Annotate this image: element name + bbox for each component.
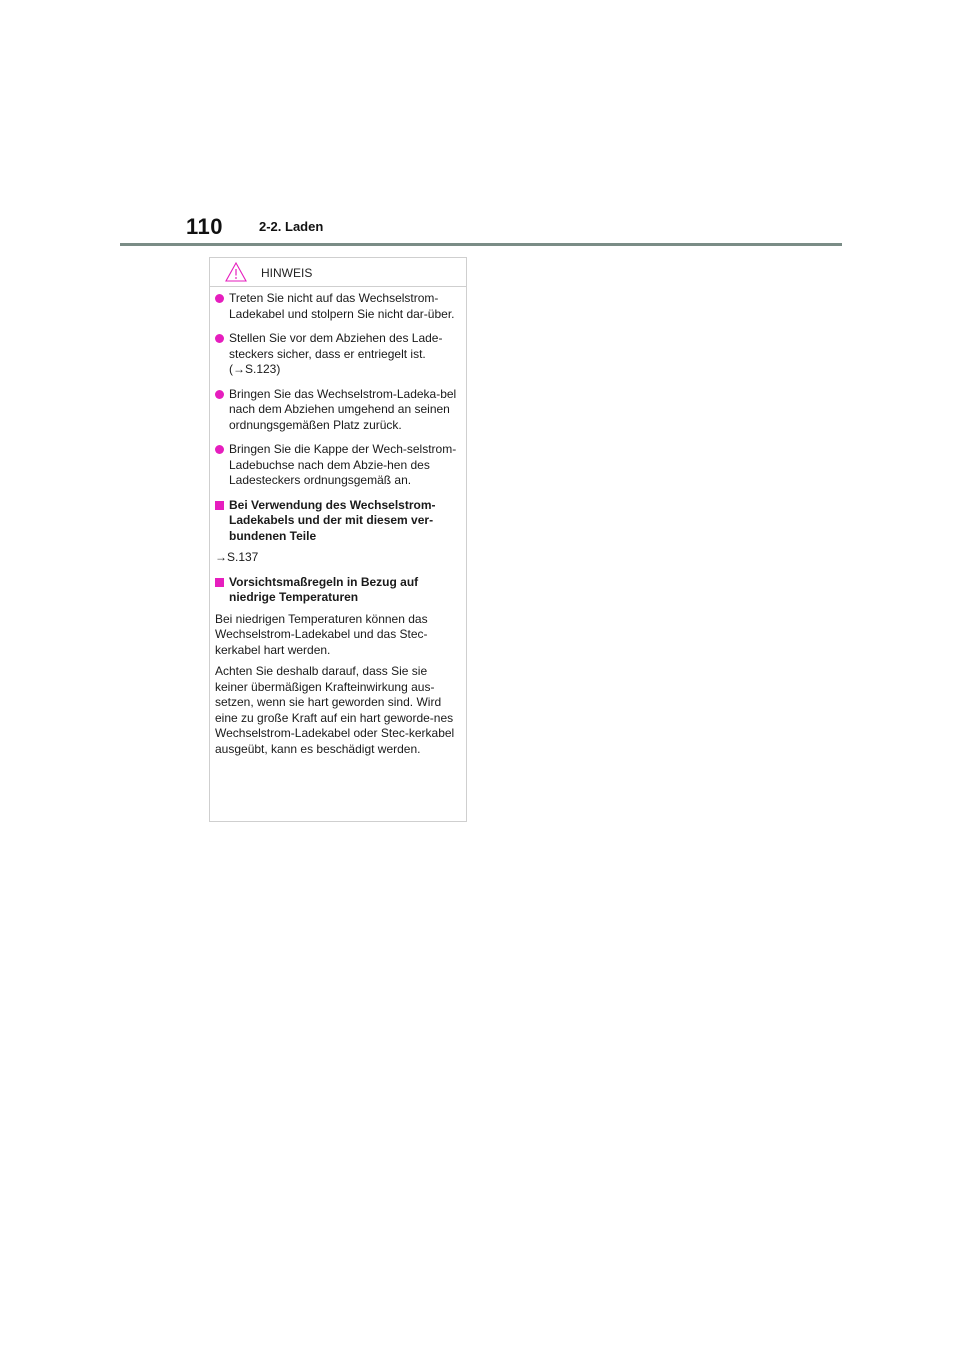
section-title: 2-2. Laden <box>259 219 324 234</box>
bullet-text: Bringen Sie das Wechselstrom-Ladeka-bel nach dem Abziehen umgehend an seinen ordnungsgemäßen Platz zurück. <box>229 386 457 432</box>
circle-bullet-icon <box>215 294 224 303</box>
bullet-text: Bringen Sie die Kappe der Wech-selstrom-Ladebuchse nach dem Abzie-hen des Ladesteckers ordnungsgemäß an. <box>229 442 457 487</box>
subsection-heading-text: Vorsichtsmaßregeln in Bezug auf niedrige Temperaturen <box>229 574 419 604</box>
circle-bullet-icon <box>215 445 224 454</box>
bullet-item <box>215 291 463 322</box>
paragraph: Bei niedrigen Temperaturen können das Wechselstrom-Ladekabel und das Stec-kerkabel hart werden. <box>215 611 428 657</box>
square-bullet-icon <box>215 501 224 510</box>
subsection-heading <box>215 498 463 545</box>
circle-bullet-icon <box>215 334 224 343</box>
notice-content <box>215 291 463 763</box>
bullet-item <box>215 387 463 434</box>
bullet-text: Treten Sie nicht auf das Wechselstrom-Ladekabel und stolpern Sie nicht dar-über. <box>229 291 455 321</box>
subsection-heading <box>215 575 463 606</box>
square-bullet-icon <box>215 578 224 587</box>
subsection-heading-text: Bei Verwendung des Wechselstrom-Ladekabels und der mit diesem ver-bundenen Teile <box>229 497 436 543</box>
warning-triangle-icon <box>225 262 247 282</box>
notice-header <box>210 258 466 287</box>
notice-box <box>209 257 467 822</box>
bullet-item <box>215 331 463 378</box>
bullet-text: Stellen Sie vor dem Abziehen des Lade-steckers sicher, dass er entriegelt ist. (→S.123) <box>229 331 443 376</box>
notice-title: HINWEIS <box>261 266 313 280</box>
paragraph: Achten Sie deshalb darauf, dass Sie sie keiner übermäßigen Krafteinwirkung aus-setzen, wenn sie hart geworden sind. Wird eine zu große Kraft auf ein hart geworde-nes Wechselstrom-Ladekabel oder Stec-kerkabel ausgeübt, kann es beschädigt werden. <box>215 664 455 756</box>
header-rule <box>120 243 842 246</box>
page-reference: →S.137 <box>215 550 259 564</box>
circle-bullet-icon <box>215 390 224 399</box>
page-number: 110 <box>186 214 223 239</box>
bullet-item <box>215 442 463 489</box>
